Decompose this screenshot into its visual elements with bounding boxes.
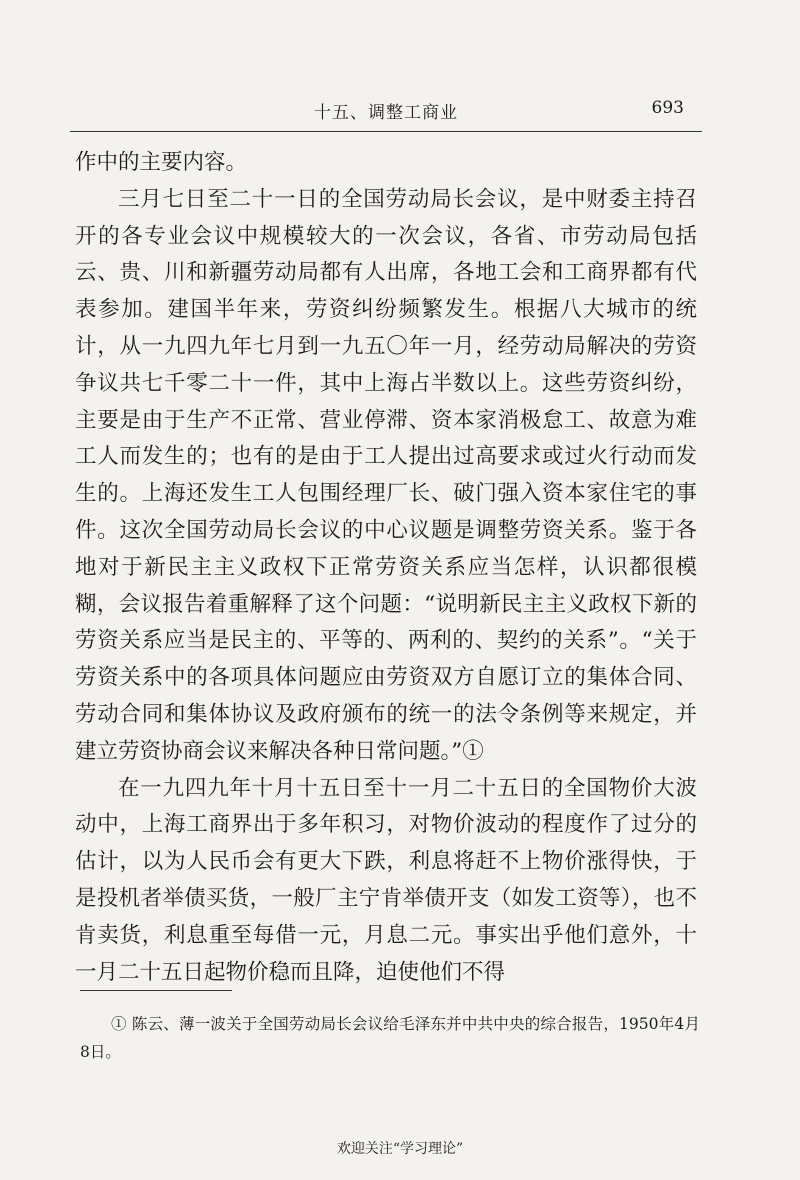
- running-header-title: 十五、调整工商业: [314, 103, 458, 123]
- footnote-divider: [80, 990, 232, 991]
- paragraph-continuation: 作中的主要内容。: [75, 150, 248, 175]
- header-divider: [70, 131, 702, 132]
- footer-note: 欢迎关注“学习理论”: [336, 1141, 464, 1157]
- page-number: 693: [651, 98, 684, 118]
- footnote: ① 陈云、薄一波关于全国劳动局长会议给毛泽东并中共中央的综合报告，1950年4月8日。: [80, 1015, 700, 1061]
- paragraph-labor-conference: 三月七日至二十一日的全国劳动局长会议，是中财委主持召开的各专业会议中规模较大的一次会议，各省、市劳动局包括云、贵、川和新疆劳动局都有人出席，各地工会和工商界都有代表参加。建国半年来，劳资纠纷频繁发生。根据八大城市的统计，从一九四九年七月到一九五〇年一月，经劳动局解决的劳资争议共七千零二十一件，其中上海占半数以上。这些劳资纠纷，主要是由于生产不正常、营业停滞、资本家消极怠工、故意为难工人而发生的；也有的是由于工人提出过高要求或过火行动而发生的。上海还发生工人包围经理厂长、破门强入资本家住宅的事件。这次全国劳动局长会议的中心议题是调整劳资关系。鉴于各地对于新民主主义政权下正常劳资关系应当怎样，认识都很模糊，会议报告着重解释了这个问题：“说明新民主主义政权下新的劳资关系应当是民主的、平等的、两利的、契约的关系”。“关于劳资关系中的各项具体问题应由劳资双方自愿订立的集体合同、劳动合同和集体协议及政府颁布的统一的法令条例等来规定，并建立劳资协商会议来解决各种日常问题。”①: [75, 186, 697, 764]
- page-header: [70, 96, 702, 132]
- body-text: [75, 145, 697, 991]
- paragraph-price-fluctuation: 在一九四九年十月十五日至十一月二十五日的全国物价大波动中，上海工商界出于多年积习，对物价波动的程度作了过分的估计，以为人民币会有更大下跌，利息将赶不上物价涨得快，于是投机者举债买货，一般厂主宁肯举债开支（如发工资等），也不肯卖货，利息重至每借一元，月息二元。事实出乎他们意外，十一月二十五日起物价稳而且降，迫使他们不得: [75, 775, 697, 985]
